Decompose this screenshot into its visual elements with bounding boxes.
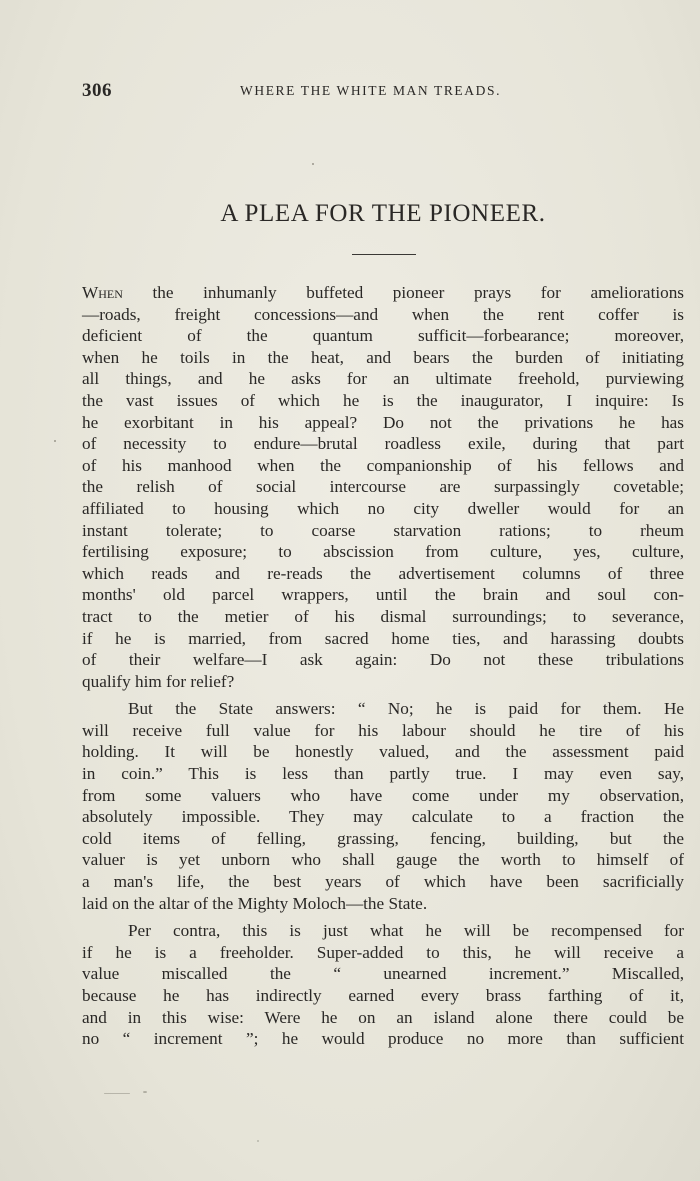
paper-speck	[104, 1093, 130, 1094]
text-line: holding. It will be honestly valued, and the assessment paid	[82, 742, 684, 762]
paper-speck	[312, 163, 314, 165]
text-line: of necessity to endure—brutal roadless exile, during that part	[82, 434, 684, 454]
text-line: —roads, freight concessions—and when the rent coffer is	[82, 304, 684, 324]
text-line: will receive full value for his labour should he tire of his	[82, 720, 684, 740]
text-line: qualify him for relief?	[82, 671, 235, 691]
text-line: laid on the altar of the Mighty Moloch—the State.	[82, 893, 428, 913]
text-line: When the inhumanly buffeted pioneer prays for ameliorations	[82, 283, 684, 302]
text-line: in coin.” This is less than partly true. I may even say,	[82, 764, 684, 784]
text-line: and in this wise: Were he on an island alone there could be	[82, 1007, 684, 1027]
text-line: all things, and he asks for an ultimate freehold, purviewing	[82, 369, 684, 389]
paper-speck	[54, 440, 56, 442]
running-head	[82, 80, 684, 104]
text-line: a man's life, the best years of which have been sacrificially	[82, 872, 684, 892]
text-line: because he has indirectly earned every brass farthing of it,	[82, 986, 684, 1005]
running-title: WHERE THE WHITE MAN TREADS.	[240, 83, 502, 98]
text-line: deficient of the quantum sufficit—forbearance; moreover,	[82, 326, 684, 346]
text-line: when he toils in the heat, and bears the burden of initiating	[82, 347, 684, 367]
text-line: But the State answers: “ No; he is paid for them. He	[128, 699, 684, 719]
text-line: absolutely impossible. They may calculate to a fraction the	[82, 807, 684, 827]
text-line: instant tolerate; to coarse starvation rations; to rheum	[82, 520, 684, 540]
chapter-title: A PLEA FOR THE PIONEER.	[220, 200, 546, 227]
page-number: 306	[82, 80, 112, 101]
text-line: the vast issues of which he is the inaugurator, I inquire: Is	[82, 390, 684, 410]
text-line: value miscalled the “ unearned increment.” Miscalled,	[82, 964, 684, 984]
text-line: which reads and re-reads the advertisement columns of three	[82, 563, 684, 583]
text-line: cold items of felling, grassing, fencing, building, but the	[82, 828, 684, 848]
text-line: affiliated to housing which no city dweller would for an	[82, 498, 684, 518]
paper-speck	[143, 1091, 147, 1093]
text-line: fertilising exposure; to abscission from culture, yes, culture,	[82, 542, 684, 562]
text-line: the relish of social intercourse are surpassingly covetable;	[82, 477, 684, 497]
text-line: months' old parcel wrappers, until the brain and soul con-	[82, 585, 684, 605]
text-line: from some valuers who have come under my observation,	[82, 785, 684, 805]
text-line: of their welfare—I ask again: Do not these tribulations	[82, 650, 684, 670]
body-text	[82, 282, 684, 1050]
text-line: he exorbitant in his appeal? Do not the privations he has	[82, 412, 684, 432]
text-line: of his manhood when the companionship of his fellows and	[82, 455, 684, 475]
text-line: valuer is yet unborn who shall gauge the worth to himself of	[82, 850, 684, 870]
text-line: if he is married, from sacred home ties, and harassing doubts	[82, 628, 684, 648]
text-line: if he is a freeholder. Super-added to this, he will receive a	[82, 942, 684, 962]
paper-speck	[257, 1140, 259, 1142]
text-line: tract to the metier of his dismal surroundings; to severance,	[82, 606, 684, 626]
drop-word: When	[82, 283, 123, 302]
text-line: Per contra, this is just what he will be recompensed for	[128, 921, 684, 941]
text-line: no “ increment ”; he would produce no more than sufficient	[82, 1029, 684, 1049]
title-rule	[352, 254, 416, 255]
